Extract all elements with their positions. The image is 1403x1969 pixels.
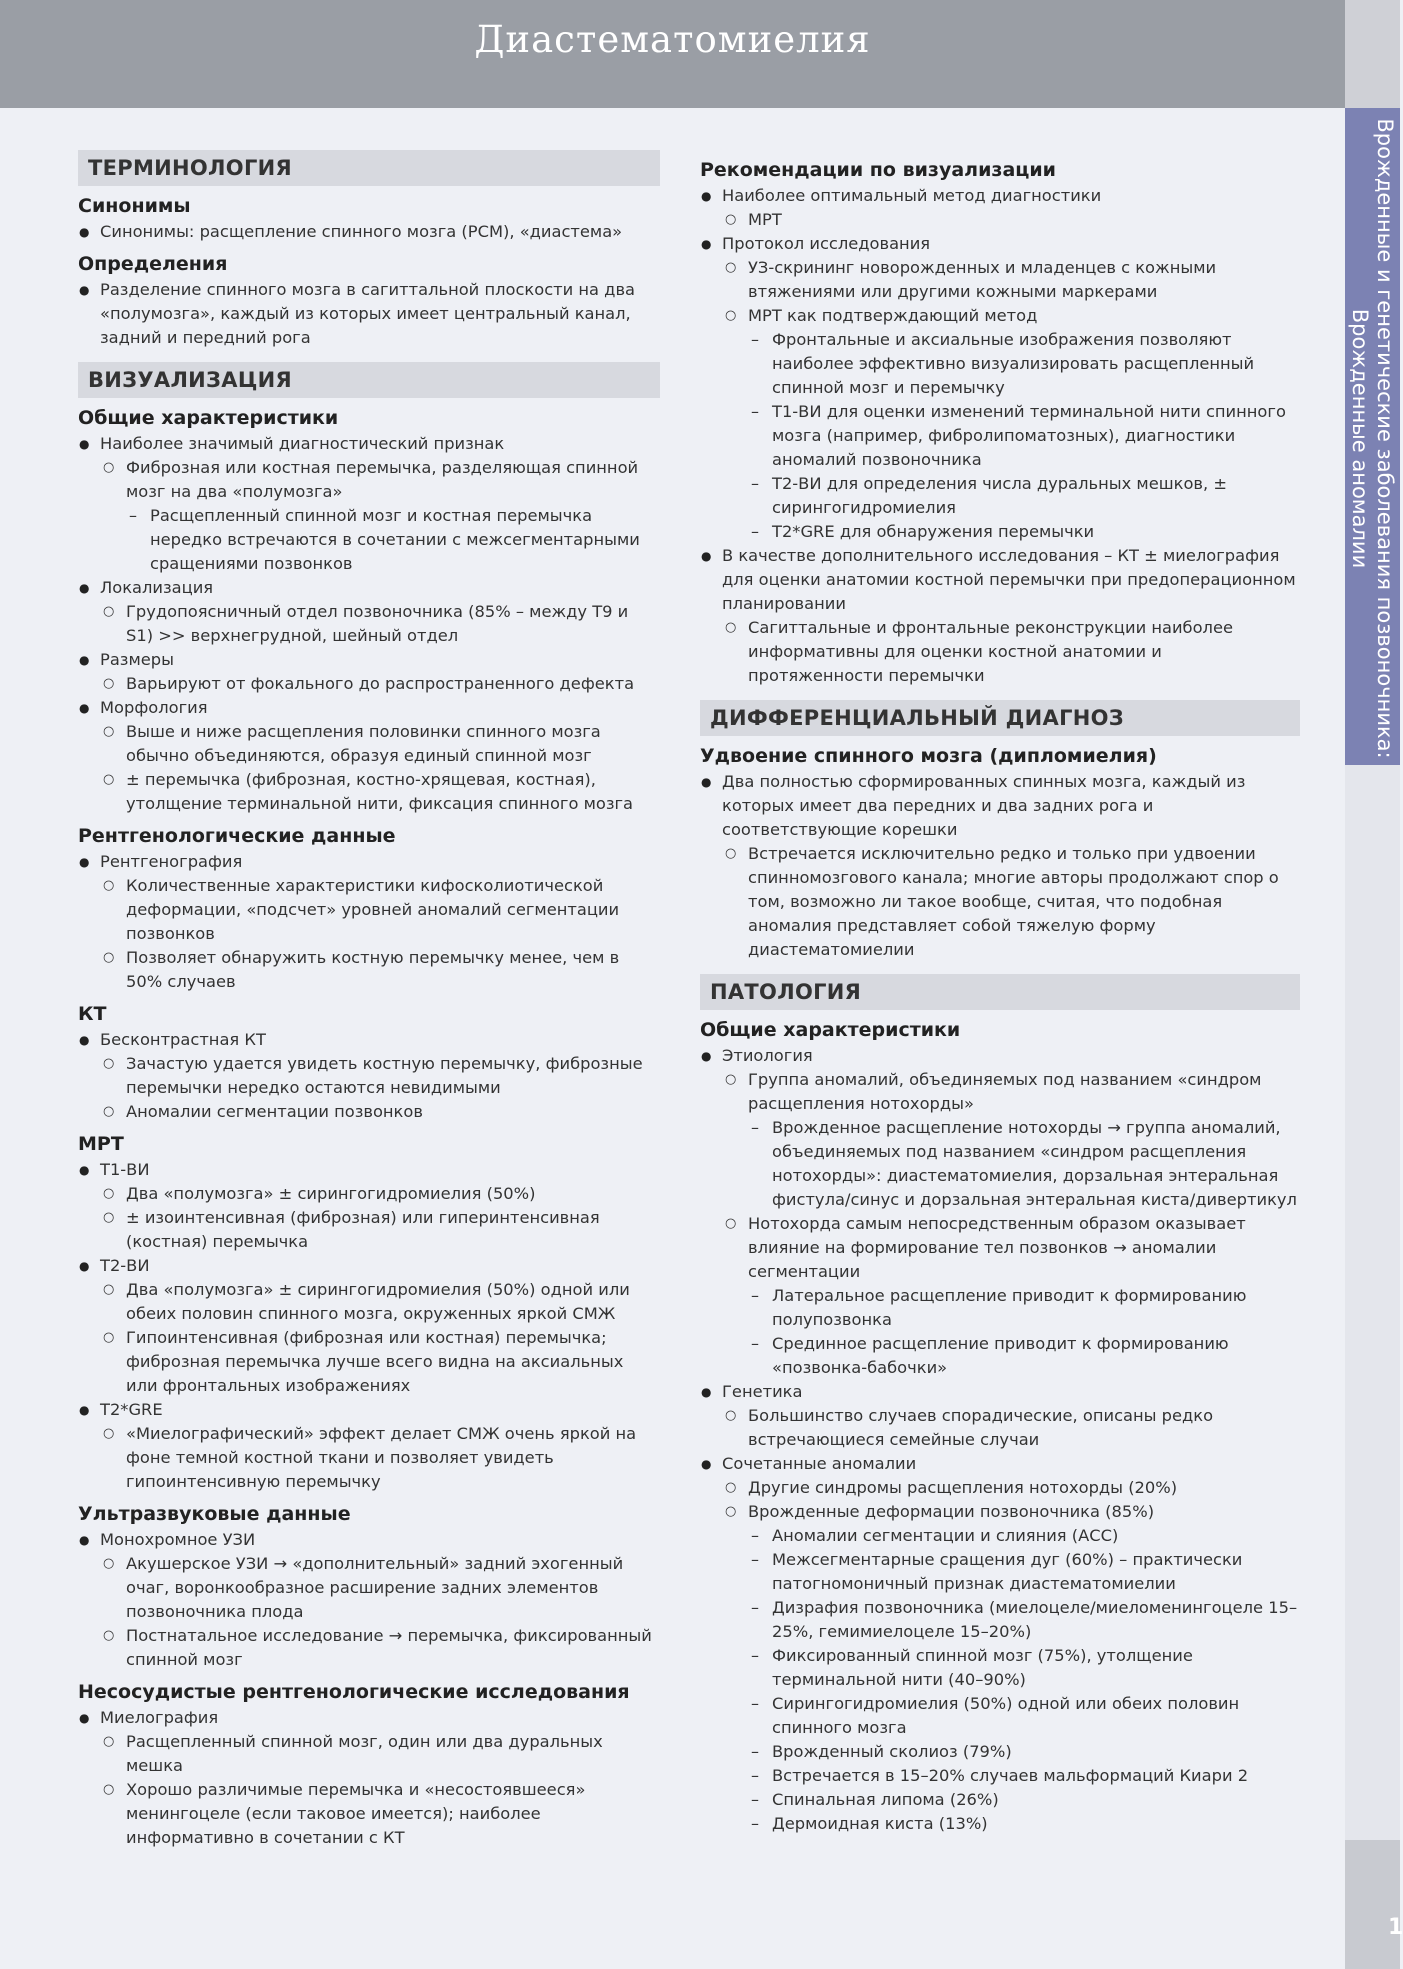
list-item-level-1: ● Бесконтрастная КТ — [78, 1028, 660, 1052]
bullet-list — [78, 1028, 660, 1124]
subsection-title: Общие характеристики — [700, 1019, 961, 1041]
list-item-level-3: – Т1-ВИ для оценки изменений терминальной нити спинного мозга (например, фибролипоматозных), диагностики аномалий позвоночника — [700, 400, 1300, 472]
list-item-level-3: – Встречается в 15–20% случаев мальформаций Киари 2 — [700, 1764, 1300, 1788]
list-item-level-2: ○ Фиброзная или костная перемычка, разделяющая спинной мозг на два «полумозга» — [78, 456, 660, 504]
subsection-title: Несосудистые рентгенологические исследования — [78, 1681, 630, 1703]
page-header — [0, 0, 1345, 108]
section-spacer — [700, 688, 1300, 700]
list-item-level-2: ○ Сагиттальные и фронтальные реконструкции наиболее информативны для оценки костной анатомии и протяженности перемычки — [700, 616, 1300, 688]
list-item-level-1: ● Протокол исследования — [700, 232, 1300, 256]
list-item-level-2: ○ Гипоинтенсивная (фиброзная или костная) перемычка; фиброзная перемычка лучше всего видна на аксиальных или фронтальных изображениях — [78, 1326, 660, 1398]
chapter-side-tab — [1345, 108, 1400, 765]
list-item-level-3: – Спинальная липома (26%) — [700, 1788, 1300, 1812]
subsection-title: МРТ — [78, 1133, 124, 1155]
list-item-level-3: – Срединное расщепление приводит к формированию «позвонка-бабочки» — [700, 1332, 1300, 1380]
list-item-level-1: ● Размеры — [78, 648, 660, 672]
list-item-level-3: – Латеральное расщепление приводит к формированию полупозвонка — [700, 1284, 1300, 1332]
page-number-box — [1345, 1840, 1400, 1969]
list-item-level-2: ○ Два «полумозга» ± сирингогидромиелия (50%) — [78, 1182, 660, 1206]
bullet-list — [78, 1528, 660, 1672]
list-item-level-3: – Межсегментарные сращения дуг (60%) – практически патогномоничный признак диастематомиелии — [700, 1548, 1300, 1596]
list-item-level-3: – Фронтальные и аксиальные изображения позволяют наиболее эффективно визуализировать расщепленный спинной мозг и перемычку — [700, 328, 1300, 400]
list-item-level-2: ○ Два «полумозга» ± сирингогидромиелия (50%) одной или обеих половин спинного мозга, окруженных яркой СМЖ — [78, 1278, 660, 1326]
subsection-title: Синонимы — [78, 195, 191, 217]
section-heading: ПАТОЛОГИЯ — [700, 974, 1300, 1010]
list-item-level-2: ○ Постнатальное исследование → перемычка, фиксированный спинной мозг — [78, 1624, 660, 1672]
subsection-title: Ультразвуковые данные — [78, 1503, 351, 1525]
list-item-level-1: ● Миелография — [78, 1706, 660, 1730]
list-item-level-2: ○ Грудопоясничный отдел позвоночника (85% – между Т9 и S1) >> верхнегрудной, шейный отдел — [78, 600, 660, 648]
list-item-level-2: ○ Расщепленный спинной мозг, один или два дуральных мешка — [78, 1730, 660, 1778]
list-item-level-3: – Аномалии сегментации и слияния (АСС) — [700, 1524, 1300, 1548]
section-heading: ВИЗУАЛИЗАЦИЯ — [78, 362, 660, 398]
subsection-title: Определения — [78, 253, 228, 275]
side-margin-strip — [1345, 765, 1400, 1969]
subsection-title: Рентгенологические данные — [78, 825, 396, 847]
header-corner — [1345, 0, 1400, 108]
list-item-level-2: ○ Позволяет обнаружить костную перемычку менее, чем в 50% случаев — [78, 946, 660, 994]
list-item-level-2: ○ Выше и ниже расщепления половинки спинного мозга обычно объединяются, образуя единый спинной мозг — [78, 720, 660, 768]
list-item-level-3: – Расщепленный спинной мозг и костная перемычка нередко встречаются в сочетании с межсегментарными сращениями позвонков — [78, 504, 660, 576]
list-item-level-1: ● Рентгенография — [78, 850, 660, 874]
subsection-title: Общие характеристики — [78, 407, 339, 429]
list-item-level-3: – Фиксированный спинной мозг (75%), утолщение терминальной нити (40–90%) — [700, 1644, 1300, 1692]
list-item-level-2: ○ Встречается исключительно редко и только при удвоении спинномозгового канала; многие авторы продолжают спор о том, возможно ли такое вообще, считая, что подобная аномалия представляет собой тяжелую форму диастематомиелии — [700, 842, 1300, 962]
list-item-level-1: ● Т1-ВИ — [78, 1158, 660, 1182]
list-item-level-3: – Сирингогидромиелия (50%) одной или обеих половин спинного мозга — [700, 1692, 1300, 1740]
list-item-level-2: ○ Группа аномалий, объединяемых под названием «синдром расщепления нотохорды» — [700, 1068, 1300, 1116]
list-item-level-3: – Врожденный сколиоз (79%) — [700, 1740, 1300, 1764]
list-item-level-2: ○ ± изоинтенсивная (фиброзная) или гиперинтенсивная (костная) перемычка — [78, 1206, 660, 1254]
list-item-level-1: ● Два полностью сформированных спинных мозга, каждый из которых имеет два передних и два задних рога и соответствующие корешки — [700, 770, 1300, 842]
bullet-list — [78, 220, 660, 244]
list-item-level-2: ○ Зачастую удается увидеть костную перемычку, фиброзные перемычки нередко остаются невидимыми — [78, 1052, 660, 1100]
list-item-level-2: ○ «Миелографический» эффект делает СМЖ очень яркой на фоне темной костной ткани и позволяет увидеть гипоинтенсивную перемычку — [78, 1422, 660, 1494]
list-item-level-2: ○ Варьируют от фокального до распространенного дефекта — [78, 672, 660, 696]
list-item-level-3: – Дизрафия позвоночника (миелоцеле/миеломенингоцеле 15–25%, гемимиелоцеле 15–20%) — [700, 1596, 1300, 1644]
list-item-level-2: ○ Хорошо различимые перемычка и «несостоявшееся» менингоцеле (если таковое имеется); наиболее информативно в сочетании с КТ — [78, 1778, 660, 1850]
list-item-level-2: ○ Другие синдромы расщепления нотохорды (20%) — [700, 1476, 1300, 1500]
right-column — [700, 150, 1300, 1848]
section-heading: ДИФФЕРЕНЦИАЛЬНЫЙ ДИАГНОЗ — [700, 700, 1300, 736]
list-item-level-1: ● Сочетанные аномалии — [700, 1452, 1300, 1476]
list-item-level-3: – Т2-ВИ для определения числа дуральных мешков, ± сирингогидромиелия — [700, 472, 1300, 520]
list-item-level-2: ○ ± перемычка (фиброзная, костно-хрящевая, костная), утолщение терминальной нити, фиксация спинного мозга — [78, 768, 660, 816]
page-number: 1 — [1388, 1915, 1403, 1940]
list-item-level-1: ● Т2-ВИ — [78, 1254, 660, 1278]
list-item-level-1: ● Локализация — [78, 576, 660, 600]
list-item-level-1: ● Разделение спинного мозга в сагиттальной плоскости на два «полумозга», каждый из которых имеет центральный канал, задний и передний рога — [78, 278, 660, 350]
list-item-level-1: ● Синонимы: расщепление спинного мозга (РСМ), «диастема» — [78, 220, 660, 244]
list-item-level-2: ○ Нотохорда самым непосредственным образом оказывает влияние на формирование тел позвонков → аномалии сегментации — [700, 1212, 1300, 1284]
list-item-level-3: – T2*GRE для обнаружения перемычки — [700, 520, 1300, 544]
list-item-level-1: ● Морфология — [78, 696, 660, 720]
bullet-list — [78, 278, 660, 350]
list-item-level-2: ○ Количественные характеристики кифосколиотической деформации, «подсчет» уровней аномалий сегментации позвонков — [78, 874, 660, 946]
bullet-list — [78, 1706, 660, 1850]
list-item-level-2: ○ МРТ — [700, 208, 1300, 232]
section-spacer — [700, 962, 1300, 974]
list-item-level-2: ○ Акушерское УЗИ → «дополнительный» задний эхогенный очаг, воронкообразное расширение задних элементов позвоночника плода — [78, 1552, 660, 1624]
list-item-level-1: ● Монохромное УЗИ — [78, 1528, 660, 1552]
list-item-level-1: ● Этиология — [700, 1044, 1300, 1068]
page-title: Диастематомиелия — [474, 18, 871, 61]
list-item-level-2: ○ Большинство случаев спорадические, описаны редко встречающиеся семейные случаи — [700, 1404, 1300, 1452]
list-item-level-1: ● Генетика — [700, 1380, 1300, 1404]
list-item-level-2: ○ Аномалии сегментации позвонков — [78, 1100, 660, 1124]
list-item-level-1: ● T2*GRE — [78, 1398, 660, 1422]
section-heading: ТЕРМИНОЛОГИЯ — [78, 150, 660, 186]
bullet-list — [700, 770, 1300, 962]
list-item-level-3: – Дермоидная киста (13%) — [700, 1812, 1300, 1836]
list-item-level-2: ○ Врожденные деформации позвоночника (85%) — [700, 1500, 1300, 1524]
bullet-list — [78, 850, 660, 994]
section-spacer — [78, 350, 660, 362]
left-column — [78, 150, 660, 1862]
subsection-title: Рекомендации по визуализации — [700, 159, 1056, 181]
list-item-level-1: ● Наиболее оптимальный метод диагностики — [700, 184, 1300, 208]
section-spacer — [78, 1850, 660, 1862]
chapter-tab-label: Врожденные и генетические заболевания позвоночника: Врожденные аномалии — [1348, 118, 1397, 759]
list-item-level-2: ○ УЗ-скрининг новорожденных и младенцев с кожными втяжениями или другими кожными маркерами — [700, 256, 1300, 304]
subsection-title: КТ — [78, 1003, 107, 1025]
bullet-list — [700, 1044, 1300, 1836]
bullet-list — [700, 184, 1300, 688]
subsection-title: Удвоение спинного мозга (дипломиелия) — [700, 745, 1157, 767]
bullet-list — [78, 1158, 660, 1494]
section-spacer — [700, 1836, 1300, 1848]
bullet-list — [78, 432, 660, 816]
list-item-level-1: ● Наиболее значимый диагностический признак — [78, 432, 660, 456]
list-item-level-3: – Врожденное расщепление нотохорды → группа аномалий, объединяемых под названием «синдром расщепления нотохорды»: диастематомиелия, дорзальная энтеральная фистула/синус и дорзальная энтеральная киста/дивертикул — [700, 1116, 1300, 1212]
list-item-level-2: ○ МРТ как подтверждающий метод — [700, 304, 1300, 328]
list-item-level-1: ● В качестве дополнительного исследования – КТ ± миелография для оценки анатомии костной перемычки при предоперационном планировании — [700, 544, 1300, 616]
